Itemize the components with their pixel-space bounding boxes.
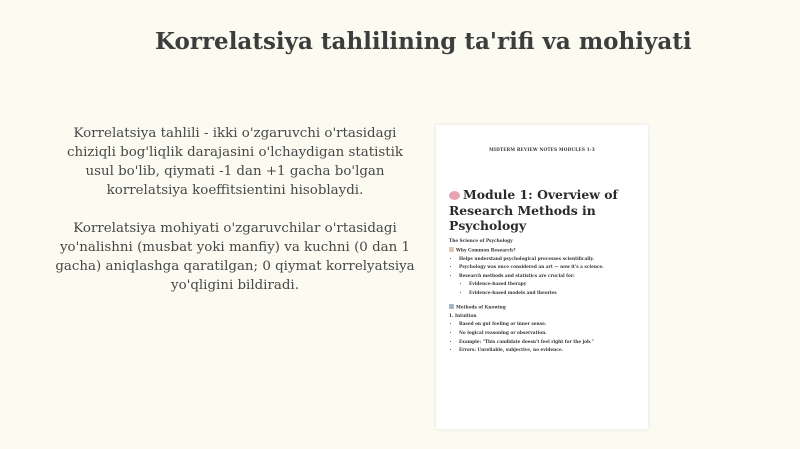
list-item: • Evidence-based therapy	[469, 281, 639, 290]
bullet-list	[449, 256, 639, 299]
section-title	[449, 304, 639, 313]
list-item: • Example: "This candidate doesn't feel right for the job."	[459, 339, 639, 348]
document-header: MIDTERM REVIEW NOTES MODULES 1-3	[489, 147, 595, 152]
list-item-text: Research methods and statistics are crucial for:	[459, 273, 575, 279]
brain-icon	[449, 247, 454, 252]
list-item: • Evidence-based models and theories	[469, 290, 639, 299]
list-item	[459, 273, 639, 299]
bullet-list	[449, 321, 639, 355]
document-preview	[436, 125, 648, 429]
list-item: • Errors: Unreliable, subjective, no evidence.	[459, 347, 639, 356]
sub-title-text: Why Common Research?	[456, 248, 516, 254]
magnifier-icon	[449, 304, 454, 309]
section-title: The Science of Psychology	[449, 239, 513, 244]
section-title-text: Methods of Knowing	[456, 305, 506, 311]
list-item: • Helps understand psychological processes scientifically.	[459, 256, 639, 265]
slide-title: Korrelatsiya tahlilining ta'rifi va mohiyati	[155, 28, 692, 55]
definition-paragraph: Korrelatsiya tahlili - ikki o'zgaruvchi o'rtasidagi chiziqli bog'liqlik darajasini o'lchaydigan statistik usul bo'lib, qiymati -1 dan +1 gacha bo'lgan korrelatsiya koeffitsientini hisoblaydi.	[66, 126, 404, 198]
document-heading-text: Module 1: Overview of Research Methods in Psychology	[449, 187, 618, 233]
essence-paragraph: Korrelatsiya mohiyati o'zgaruvchilar o'rtasidagi yo'nalishni (musbat yoki manfiy) va kuchni (0 dan 1 gacha) aniqlashga qaratilgan; 0 qiymat korrelyatsiya yo'qligini bildiradi.	[55, 221, 415, 293]
sub-bullet-list	[459, 281, 639, 298]
document-heading	[449, 187, 639, 234]
list-item: • Based on gut feeling or inner sense.	[459, 321, 639, 330]
numbered-item: 1. Intuition	[449, 313, 477, 319]
document-content	[449, 238, 639, 356]
body-text	[52, 124, 418, 295]
list-item: • Psychology was once considered an art — now it's a science.	[459, 264, 639, 273]
sub-title	[449, 247, 639, 256]
brain-icon	[449, 191, 460, 200]
list-item: • No logical reasoning or observation.	[459, 330, 639, 339]
